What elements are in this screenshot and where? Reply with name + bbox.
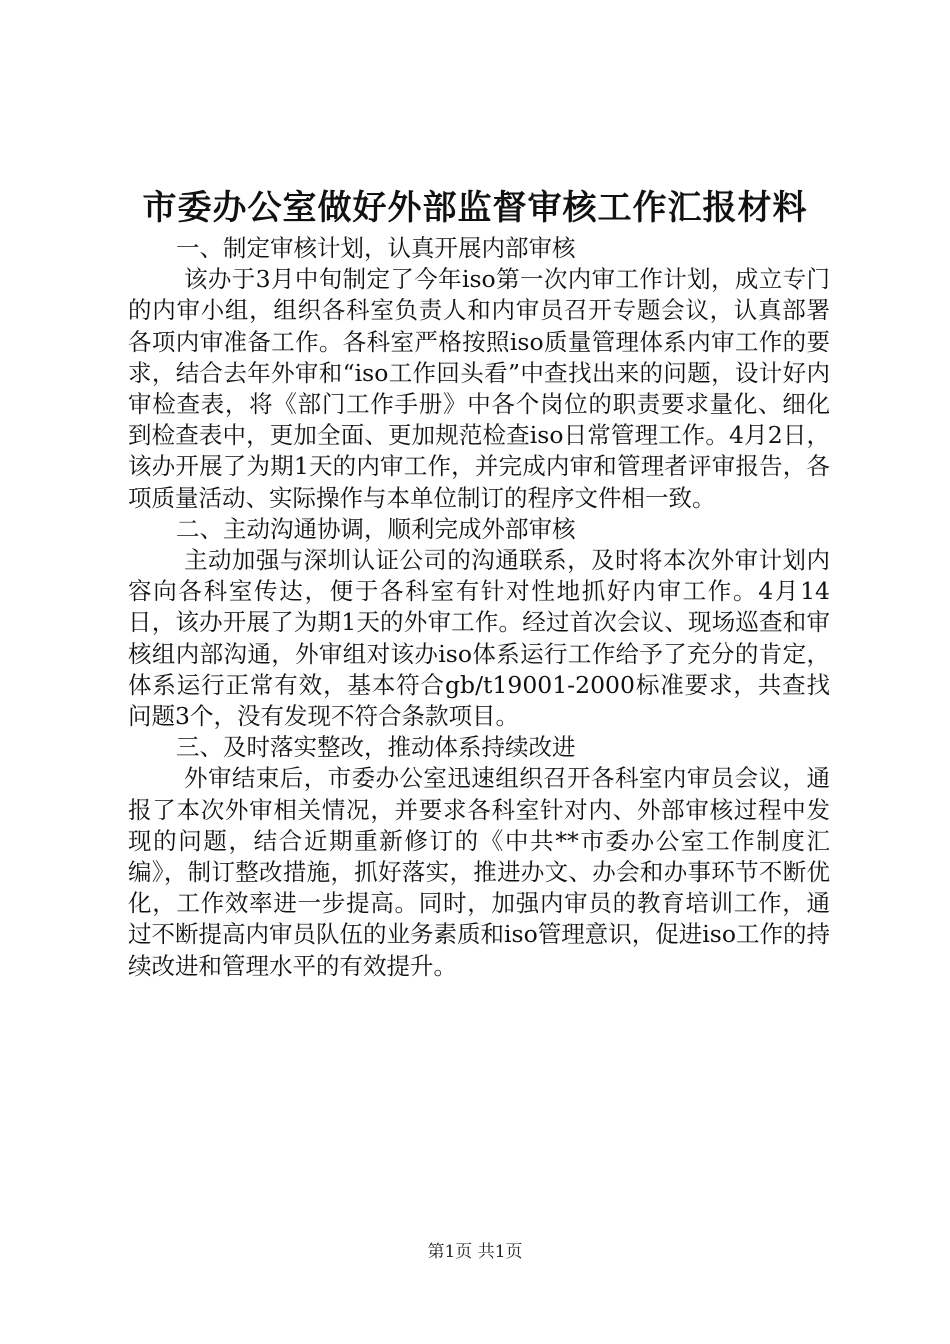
document-title: 市委办公室做好外部监督审核工作汇报材料	[142, 188, 808, 228]
section-heading-1: 一、制定审核计划，认真开展内部审核	[176, 234, 576, 262]
section-heading-3: 三、及时落实整改，推动体系持续改进	[176, 733, 576, 762]
section-paragraph-2: 主动加强与深圳认证公司的沟通联系，及时将本次外审计划内容向各科室传达，便于各科室有针对性地抓好内审工作。4月14日，该办开展了为期1天的外审工作。经过首次会议、现场巡查和审核组内部沟通，外审组对该办iso体系运行工作给予了充分的肯定，体系运行正常有效，基本符合gb/t19001-2000标准要求，共查找问题3个，没有发现不符合条款项目。	[128, 546, 830, 731]
section-paragraph-3: 外审结束后，市委办公室迅速组织召开各科室内审员会议，通报了本次外审相关情况，并要求各科室针对内、外部审核过程中发现的问题，结合近期重新修订的《中共**市委办公室工作制度汇编》，制订整改措施，抓好落实，推进办文、办会和办事环节不断优化，工作效率进一步提高。同时，加强内审员的教育培训工作，通过不断提高内审员队伍的业务素质和iso管理意识，促进iso工作的持续改进和管理水平的有效提升。	[128, 764, 830, 980]
page-footer: 第1页 共1页	[427, 1242, 523, 1262]
document-body	[128, 233, 830, 982]
section-paragraph-1: 该办于3月中旬制定了今年iso第一次内审工作计划，成立专门的内审小组，组织各科室负责人和内审员召开专题会议，认真部署各项内审准备工作。各科室严格按照iso质量管理体系内审工作的要求，结合去年外审和“iso工作回头看”中查找出来的问题，设计好内审检查表，将《部门工作手册》中各个岗位的职责要求量化、细化到检查表中，更加全面、更加规范检查iso日常管理工作。4月2日，该办开展了为期1天的内审工作，并完成内审和管理者评审报告，各项质量活动、实际操作与本单位制订的程序文件相一致。	[128, 265, 830, 512]
section-heading-2: 二、主动沟通协调，顺利完成外部审核	[176, 514, 576, 543]
